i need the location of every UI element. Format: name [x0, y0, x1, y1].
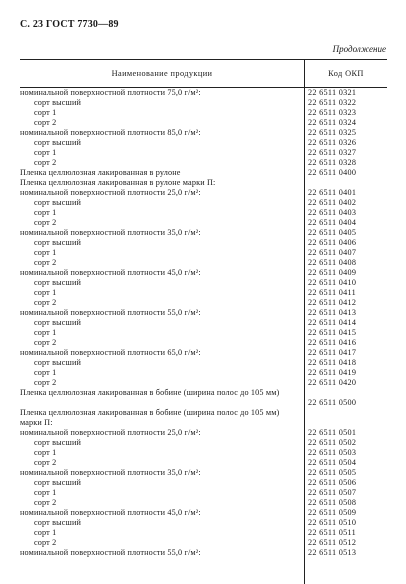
okp-code-cell: 22 6511 0414 — [308, 318, 357, 327]
okp-code-cell: 22 6511 0501 — [308, 428, 357, 437]
table-row — [20, 448, 387, 458]
okp-code-cell: 22 6511 0511 — [308, 528, 357, 537]
table-row — [20, 498, 387, 508]
product-name-cell: номинальной поверхностной плотности 45,0 г/м²: — [20, 268, 201, 277]
table-row — [20, 238, 387, 248]
okp-code-cell: 22 6511 0512 — [308, 538, 357, 547]
table-row — [20, 258, 387, 268]
table-row — [20, 288, 387, 298]
table-row — [20, 178, 387, 188]
okp-code-cell: 22 6511 0407 — [308, 248, 357, 257]
table-row — [20, 318, 387, 328]
product-name-cell: номинальной поверхностной плотности 35,0 г/м²: — [20, 228, 201, 237]
product-name-cell: сорт 1 — [34, 448, 57, 457]
table-row — [20, 228, 387, 238]
okp-code-cell: 22 6511 0417 — [308, 348, 357, 357]
table-row — [20, 518, 387, 528]
product-name-cell: сорт 2 — [34, 378, 57, 387]
product-name-cell: номинальной поверхностной плотности 65,0 г/м²: — [20, 348, 201, 357]
table-row — [20, 408, 387, 428]
product-name-cell: сорт 1 — [34, 148, 57, 157]
product-name-cell: сорт высший — [34, 198, 82, 207]
okp-code-cell: 22 6511 0505 — [308, 468, 357, 477]
product-name-cell: сорт 1 — [34, 368, 57, 377]
table-row — [20, 328, 387, 338]
okp-code-cell: 22 6511 0326 — [308, 138, 357, 147]
product-name-cell: сорт 1 — [34, 208, 57, 217]
table-row — [20, 508, 387, 518]
table-row — [20, 488, 387, 498]
table-row — [20, 348, 387, 358]
table-row — [20, 378, 387, 388]
okp-code-cell: 22 6511 0410 — [308, 278, 357, 287]
table-row — [20, 538, 387, 548]
product-name-cell: сорт 2 — [34, 158, 57, 167]
okp-code-cell: 22 6511 0419 — [308, 368, 357, 377]
table-row — [20, 168, 387, 178]
table-row — [20, 138, 387, 148]
okp-code-cell: 22 6511 0504 — [308, 458, 357, 467]
okp-code-cell: 22 6511 0401 — [308, 188, 357, 197]
okp-code-cell: 22 6511 0510 — [308, 518, 357, 527]
table-row — [20, 438, 387, 448]
table-row — [20, 528, 387, 538]
okp-code-cell: 22 6511 0325 — [308, 128, 357, 137]
product-name-cell: сорт высший — [34, 138, 82, 147]
product-name-cell: номинальной поверхностной плотности 75,0 г/м²: — [20, 88, 201, 97]
product-name-cell: сорт 1 — [34, 288, 57, 297]
okp-code-cell: 22 6511 0406 — [308, 238, 357, 247]
product-name-cell: сорт высший — [34, 238, 82, 247]
table-row — [20, 218, 387, 228]
okp-code-cell: 22 6511 0323 — [308, 108, 357, 117]
okp-code-cell: 22 6511 0327 — [308, 148, 357, 157]
okp-code-cell: 22 6511 0411 — [308, 288, 357, 297]
product-name-cell: сорт 2 — [34, 218, 57, 227]
table-row — [20, 188, 387, 198]
product-name-cell: сорт высший — [34, 438, 82, 447]
okp-code-cell: 22 6511 0322 — [308, 98, 357, 107]
product-name-cell: номинальной поверхностной плотности 55,0 г/м²: — [20, 308, 201, 317]
okp-code-cell: 22 6511 0413 — [308, 308, 357, 317]
product-name-cell: сорт высший — [34, 358, 82, 367]
table-row — [20, 248, 387, 258]
okp-code-cell: 22 6511 0412 — [308, 298, 357, 307]
table-row — [20, 338, 387, 348]
table-header — [20, 60, 387, 88]
okp-code-cell: 22 6511 0420 — [308, 378, 357, 387]
continuation-label: Продолжение — [332, 44, 386, 54]
okp-code-cell: 22 6511 0409 — [308, 268, 357, 277]
product-name-cell: сорт 1 — [34, 248, 57, 257]
column-header-name: Наименование продукции — [111, 69, 213, 78]
table-row — [20, 548, 387, 558]
page-header: С. 23 ГОСТ 7730—89 — [20, 19, 119, 30]
product-name-cell: сорт 2 — [34, 498, 57, 507]
okp-code-cell: 22 6511 0502 — [308, 438, 357, 447]
table-row — [20, 128, 387, 138]
okp-code-cell: 22 6511 0500 — [308, 398, 357, 407]
table-row — [20, 98, 387, 108]
table-row — [20, 148, 387, 158]
table-row — [20, 358, 387, 368]
product-name-cell: сорт высший — [34, 318, 82, 327]
product-name-cell: сорт 2 — [34, 298, 57, 307]
okp-code-cell: 22 6511 0400 — [308, 168, 357, 177]
table-row — [20, 468, 387, 478]
table-row — [20, 268, 387, 278]
product-name-cell: сорт 2 — [34, 118, 57, 127]
okp-code-cell: 22 6511 0403 — [308, 208, 357, 217]
okp-code-cell: 22 6511 0503 — [308, 448, 357, 457]
product-name-cell: сорт высший — [34, 98, 82, 107]
table-row — [20, 368, 387, 378]
product-code-table — [20, 59, 387, 584]
table-row — [20, 388, 387, 408]
product-name-cell: сорт 2 — [34, 458, 57, 467]
okp-code-cell: 22 6511 0506 — [308, 478, 357, 487]
okp-code-cell: 22 6511 0404 — [308, 218, 357, 227]
table-row — [20, 278, 387, 288]
table-row — [20, 158, 387, 168]
product-name-cell: сорт 1 — [34, 528, 57, 537]
table-row — [20, 458, 387, 468]
product-name-cell: сорт 2 — [34, 258, 57, 267]
product-name-cell: номинальной поверхностной плотности 25,0 г/м²: — [20, 188, 201, 197]
product-name-cell: номинальной поверхностной плотности 25,0 г/м²: — [20, 428, 201, 437]
product-name-cell: сорт 1 — [34, 108, 57, 117]
product-name-cell: сорт 1 — [34, 328, 57, 337]
product-name-cell: Пленка целлюлозная лакированная в рулоне — [20, 168, 181, 177]
okp-code-cell: 22 6511 0513 — [308, 548, 357, 557]
okp-code-cell: 22 6511 0408 — [308, 258, 357, 267]
table-row — [20, 308, 387, 318]
product-name-cell: номинальной поверхностной плотности 35,0 г/м²: — [20, 468, 201, 477]
table-row — [20, 198, 387, 208]
okp-code-cell: 22 6511 0416 — [308, 338, 357, 347]
okp-code-cell: 22 6511 0324 — [308, 118, 357, 127]
product-name-cell: сорт 2 — [34, 538, 57, 547]
product-name-cell: Пленка целлюлозная лакированная в бобине (ширина полос до 105 мм) — [20, 388, 280, 397]
column-header-code: Код ОКП — [328, 69, 364, 78]
okp-code-cell: 22 6511 0321 — [308, 88, 357, 97]
product-name-cell: сорт 2 — [34, 338, 57, 347]
table-row — [20, 478, 387, 488]
table-row — [20, 108, 387, 118]
table-row — [20, 428, 387, 438]
okp-code-cell: 22 6511 0402 — [308, 198, 357, 207]
okp-code-cell: 22 6511 0507 — [308, 488, 357, 497]
product-name-cell: Пленка целлюлозная лакированная в рулоне марки П: — [20, 178, 216, 187]
product-name-cell: сорт высший — [34, 518, 82, 527]
okp-code-cell: 22 6511 0328 — [308, 158, 357, 167]
table-row — [20, 118, 387, 128]
product-name-cell: номинальной поверхностной плотности 45,0 г/м²: — [20, 508, 201, 517]
okp-code-cell: 22 6511 0405 — [308, 228, 357, 237]
table-row — [20, 298, 387, 308]
okp-code-cell: 22 6511 0509 — [308, 508, 357, 517]
table-row — [20, 208, 387, 218]
table-row — [20, 88, 387, 98]
product-name-cell: сорт высший — [34, 278, 82, 287]
product-name-cell: сорт 1 — [34, 488, 57, 497]
okp-code-cell: 22 6511 0508 — [308, 498, 357, 507]
product-name-cell: номинальной поверхностной плотности 85,0 г/м²: — [20, 128, 201, 137]
okp-code-cell: 22 6511 0418 — [308, 358, 357, 367]
product-name-cell: сорт высший — [34, 478, 82, 487]
product-name-cell: Пленка целлюлозная лакированная в бобине (ширина полос до 105 мм) марки П: — [20, 408, 280, 427]
okp-code-cell: 22 6511 0415 — [308, 328, 357, 337]
product-name-cell: номинальной поверхностной плотности 55,0 г/м²: — [20, 548, 201, 557]
